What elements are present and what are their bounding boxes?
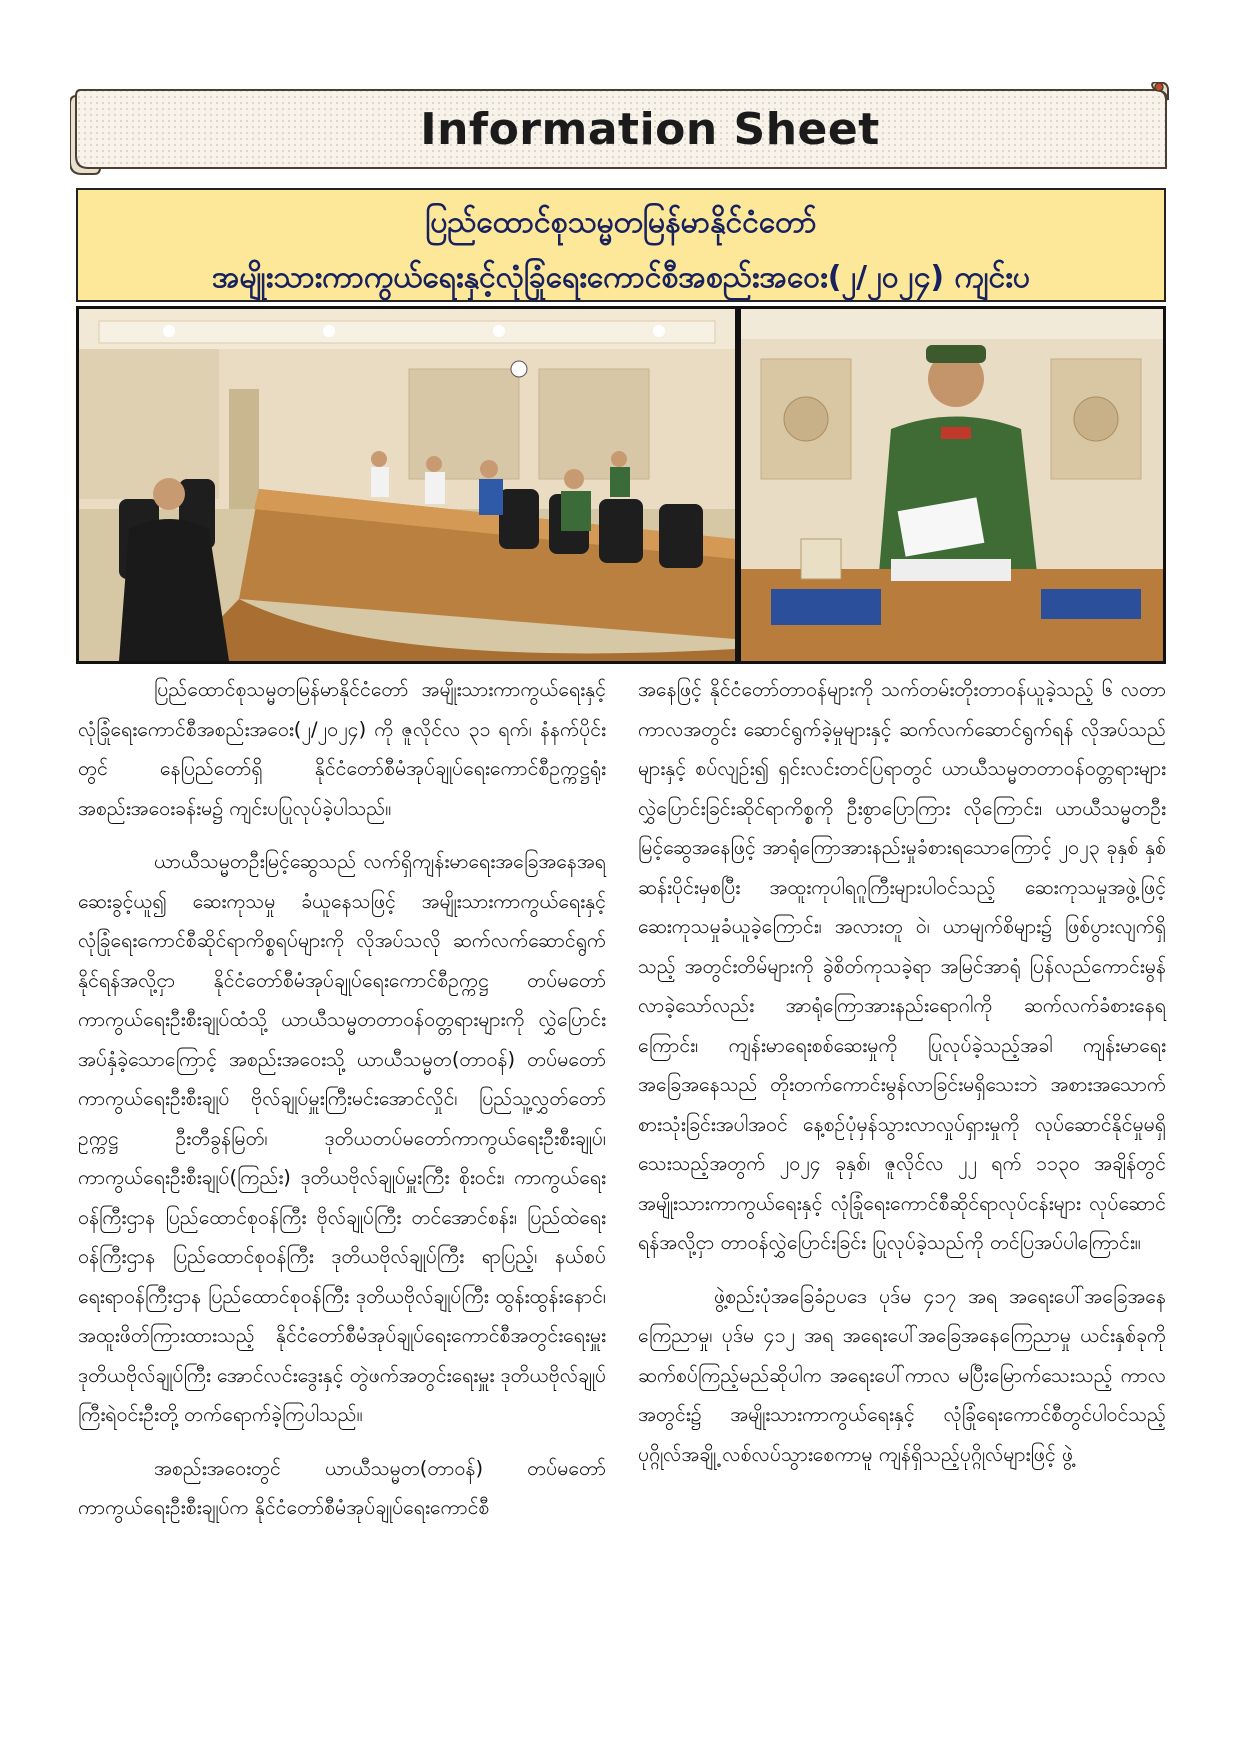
photo-strip bbox=[76, 306, 1166, 664]
speaker-photo bbox=[741, 309, 1163, 661]
headline-line-2: အမျိုးသားကာကွယ်ရေးနှင့်လုံခြုံရေးကောင်စီအစည်းအဝေး(၂/၂၀၂၄) ကျင်းပ bbox=[212, 260, 1030, 295]
paragraph: အနေဖြင့် နိုင်ငံတော်တာဝန်များကို သက်တမ်းတိုးတာဝန်ယူခဲ့သည့် ၆ လတာ ကာလအတွင်း ဆောင်ရွက်ခဲ့မှုများနှင့် ဆက်လက်ဆောင်ရွက်ရန် လိုအပ်သည်များနှင့် စပ်လျဉ်း၍ ရှင်းလင်းတင်ပြရာတွင် ယာယီသမ္မတတာဝန်ဝတ္တရားများ လွှဲပြောင်းခြင်းဆိုင်ရာကိစ္စကို ဦးစွာပြောကြား လိုကြောင်း၊ ယာယီသမ္မတဦးမြင့်ဆွေအနေဖြင့် အာရုံကြောအားနည်းမှုခံစားရသောကြောင့် ၂၀၂၃ ခုနှစ် နှစ်ဆန်းပိုင်းမှစပြီး အထူးကုပါရဂူကြီးများပါဝင်သည့် ဆေးကုသမှုအဖွဲ့ဖြင့် ဆေးကုသမှုခံယူခဲ့ကြောင်း၊ အလားတူ ဝဲ၊ ယာမျက်စိများ၌ ဖြစ်ပွားလျက်ရှိသည့် အတွင်းတိမ်များကို ခွဲစိတ်ကုသခဲ့ရာ အမြင်အာရုံ ပြန်လည်ကောင်းမွန်လာခဲ့သော်လည်း အာရုံကြောအားနည်းရောဂါကို ဆက်လက်ခံစားနေရကြောင်း၊ ကျန်းမာရေးစစ်ဆေးမှုကို ပြုလုပ်ခဲ့သည့်အခါ ကျန်းမာရေးအခြေအနေသည် တိုးတက်ကောင်းမွန်လာခြင်းမရှိသေးဘဲ အစားအသောက်စားသုံးခြင်းအပါအဝင် နေ့စဉ်ပုံမှန်သွားလာလှုပ်ရှားမှုကို လုပ်ဆောင်နိုင်မှုမရှိသေးသည့်အတွက် ၂၀၂၄ ခုနှစ်၊ ဇူလိုင်လ ၂၂ ရက် ၁၁၃၀ အချိန်တွင် အမျိုးသားကာကွယ်ရေးနှင့် လုံခြုံရေးကောင်စီဆိုင်ရာလုပ်ငန်းများ လုပ်ဆောင်ရန်အလို့ငှာ တာဝန်လွှဲပြောင်းခြင်း ပြုလုပ်ခဲ့သည်ကို တင်ပြအပ်ပါကြောင်း။ bbox=[638, 678, 1166, 1254]
paragraph: အစည်းအဝေးတွင် ယာယီသမ္မတ(တာဝန်) တပ်မတော်ကာကွယ်ရေးဦးစီးချုပ်က နိုင်ငံတော်စီမံအုပ်ချုပ်ရေးကောင်စီ bbox=[78, 1456, 606, 1519]
headline-line-1: ပြည်ထောင်စုသမ္မတမြန်မာနိုင်ငံတော် bbox=[425, 205, 817, 240]
page-title: Information Sheet bbox=[420, 104, 880, 155]
body-column-left bbox=[78, 670, 606, 1542]
scroll-banner bbox=[70, 82, 1170, 180]
paragraph: ယာယီသမ္မတဦးမြင့်ဆွေသည် လက်ရှိကျန်းမာရေးအခြေအနေအရ ဆေးခွင့်ယူ၍ ဆေးကုသမှု ခံယူနေသဖြင့် အမျိုးသားကာကွယ်ရေးနှင့် လုံခြုံရေးကောင်စီဆိုင်ရာကိစ္စရပ်များကို လိုအပ်သလို ဆက်လက်ဆောင်ရွက်နိုင်ရန်အလို့ငှာ နိုင်ငံတော်စီမံအုပ်ချုပ်ရေးကောင်စီဥက္ကဋ္ဌ တပ်မတော်ကာကွယ်ရေးဦးစီးချုပ်ထံသို့ ယာယီသမ္မတတာဝန်ဝတ္တရားများကို လွှဲပြောင်းအပ်နှံခဲ့သောကြောင့် အစည်းအဝေးသို့ ယာယီသမ္မတ(တာဝန်) တပ်မတော်ကာကွယ်ရေးဦးစီးချုပ် ဗိုလ်ချုပ်မှူးကြီးမင်းအောင်လှိုင်၊ ပြည်သူ့လွှတ်တော်ဥက္ကဋ္ဌ ဦးတီခွန်မြတ်၊ ဒုတိယတပ်မတော်ကာကွယ်ရေးဦးစီးချုပ်၊ ကာကွယ်ရေးဦးစီးချုပ်(ကြည်း) ဒုတိယဗိုလ်ချုပ်မှူးကြီး စိုးဝင်း၊ ကာကွယ်ရေးဝန်ကြီးဌာန ပြည်ထောင်စုဝန်ကြီး ဗိုလ်ချုပ်ကြီး တင်အောင်စန်း၊ ပြည်ထဲရေးဝန်ကြီးဌာန ပြည်ထောင်စုဝန်ကြီး ဒုတိယဗိုလ်ချုပ်ကြီး ရာပြည့်၊ နယ်စပ်ရေးရာဝန်ကြီးဌာန ပြည်ထောင်စုဝန်ကြီး ဒုတိယဗိုလ်ချုပ်ကြီး ထွန်းထွန်းနောင်၊ အထူးဖိတ်ကြားထားသည့် နိုင်ငံတော်စီမံအုပ်ချုပ်ရေးကောင်စီအတွင်းရေးမှူး ဒုတိယဗိုလ်ချုပ်ကြီး အောင်လင်းဒွေးနှင့် တွဲဖက်အတွင်းရေးမှူး ဒုတိယဗိုလ်ချုပ်ကြီးရဲဝင်းဦးတို့ တက်ရောက်ခဲ့ကြပါသည်။ bbox=[78, 850, 606, 1426]
meeting-room-photo bbox=[79, 309, 735, 661]
paragraph: ဖွဲ့စည်းပုံအခြေခံဥပဒေ ပုဒ်မ ၄၁၇ အရ အရေးပေါ်အခြေအနေကြေညာမှု၊ ပုဒ်မ ၄၁၂ အရ အရေးပေါ်အခြေအနေကြေညာမှု ယင်းနှစ်ခုကို ဆက်စပ်ကြည့်မည်ဆိုပါက အရေးပေါ်ကာလ မပြီးမြောက်သေးသည့် ကာလအတွင်း၌ အမျိုးသားကာကွယ်ရေးနှင့် လုံခြုံရေးကောင်စီတွင်ပါဝင်သည့် ပုဂ္ဂိုလ်အချို့ လစ်လပ်သွားစေကာမူ ကျန်ရှိသည့်ပုဂ္ဂိုလ်များဖြင့် ဖွဲ့ bbox=[638, 1284, 1166, 1466]
body-column-right bbox=[638, 670, 1166, 1488]
headline-box bbox=[76, 188, 1166, 302]
paragraph: ပြည်ထောင်စုသမ္မတမြန်မာနိုင်ငံတော် အမျိုးသားကာကွယ်ရေးနှင့် လုံခြုံရေးကောင်စီအစည်းအဝေး(၂/၂၀၂၄) ကို ဇူလိုင်လ ၃၁ ရက်၊ နံနက်ပိုင်းတွင် နေပြည်တော်ရှိ နိုင်ငံတော်စီမံအုပ်ချုပ်ရေးကောင်စီဥက္ကဋ္ဌရုံး အစည်းအဝေးခန်းမ၌ ကျင်းပပြုလုပ်ခဲ့ပါသည်။ bbox=[78, 678, 606, 820]
